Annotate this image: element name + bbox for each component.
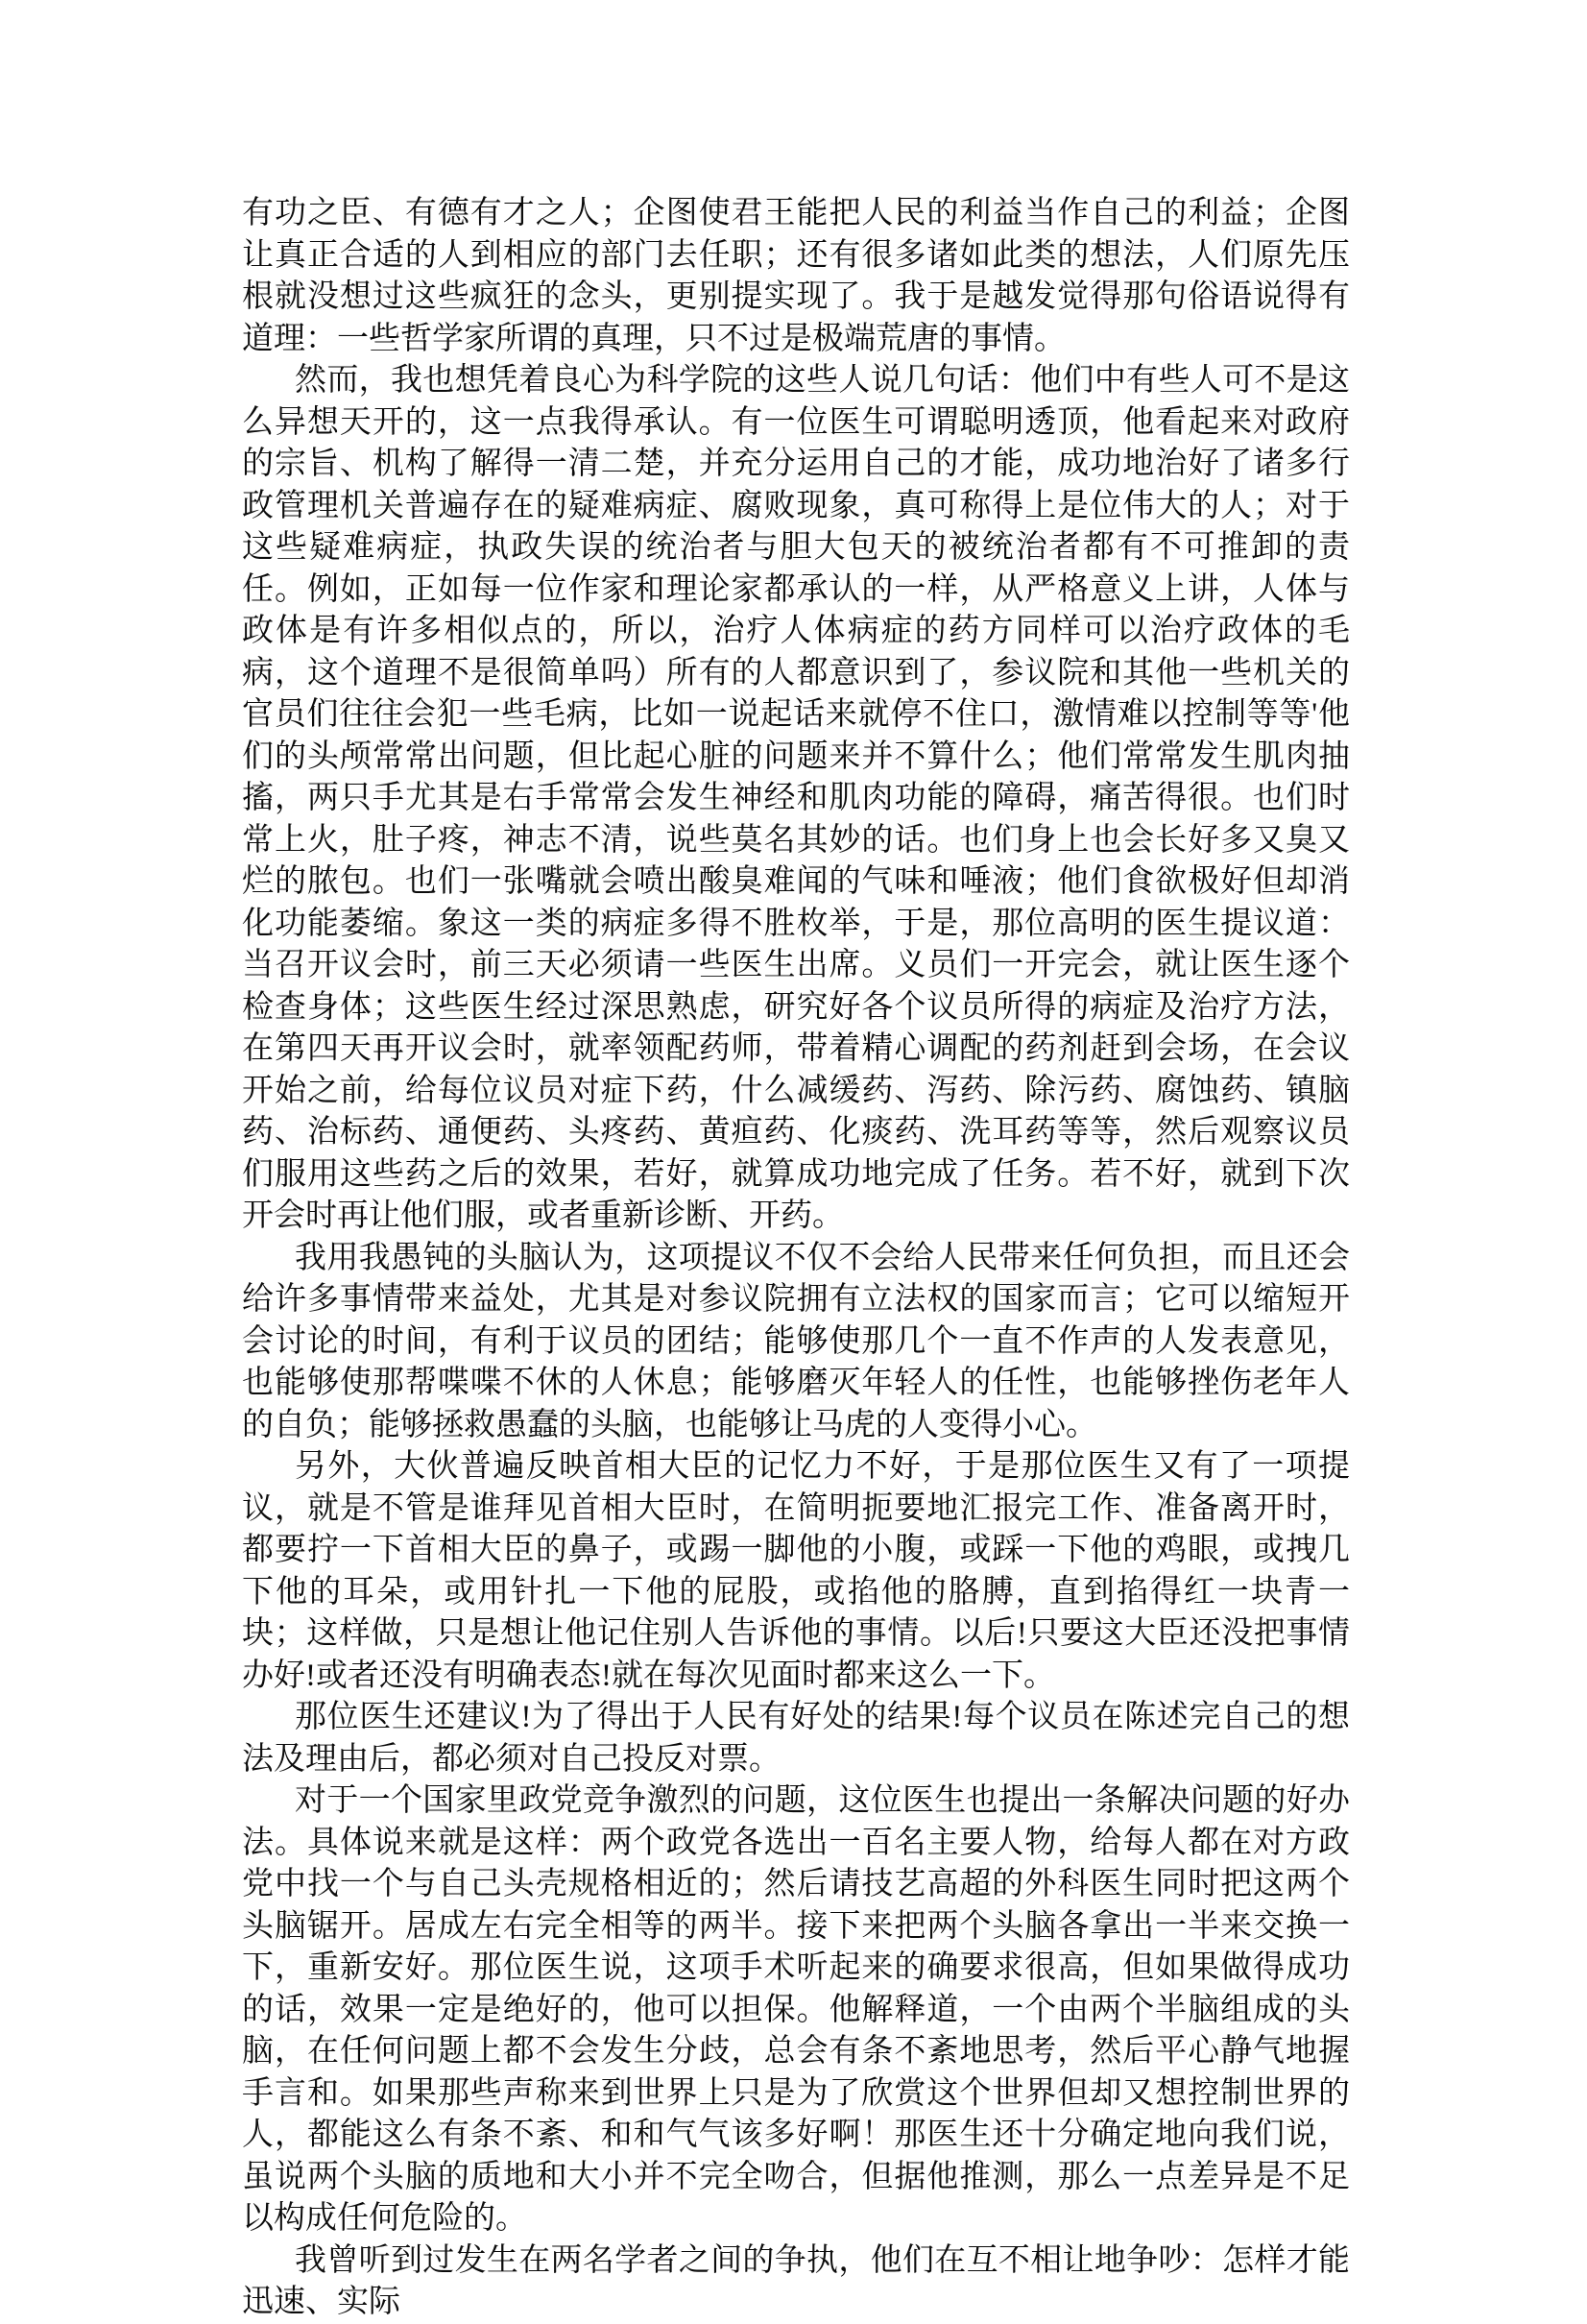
paragraph: 我用我愚钝的头脑认为，这项提议不仅不会给人民带来任何负担，而且还会给许多事情带来益处，尤其是对参议院拥有立法权的国家而言；它可以缩短开会讨论的时间，有利于议员的团结；能够使那几个一直不作声的人发表意见，也能够使那帮喋喋不休的人休息；能够磨灭年轻人的任性，也能够挫伤老年人的自负；能够拯救愚蠢的头脑，也能够让马虎的人变得小心。 [242, 1240, 1350, 1442]
paragraph: 那位医生还建议!为了得出于人民有好处的结果!每个议员在陈述完自己的想法及理由后，都必须对自己投反对票。 [242, 1700, 1350, 1777]
paragraph: 我曾听到过发生在两名学者之间的争执，他们在互不相让地争吵：怎样才能迅速、实际 [242, 2242, 1350, 2319]
paragraph: 有功之臣、有德有才之人；企图使君王能把人民的利益当作自己的利益；企图让真正合适的人到相应的部门去任职；还有很多诸如此类的想法，人们原先压根就没想过这些疯狂的念头，更别提实现了。我于是越发觉得那句俗语说得有道理：一些哲学家所谓的真理，只不过是极端荒唐的事情。 [242, 196, 1350, 356]
paragraph: 对于一个国家里政党竞争激烈的问题，这位医生也提出一条解决问题的好办法。具体说来就是这样：两个政党各选出一百名主要人物，给每人都在对方政党中找一个与自己头壳规格相近的；然后请技艺高超的外科医生同时把这两个头脑锯开。居成左右完全相等的两半。接下来把两个头脑各拿出一半来交换一下，重新安好。那位医生说，这项手术听起来的确要求很高，但如果做得成功的话，效果一定是绝好的，他可以担保。他解释道，一个由两个半脑组成的头脑，在任何问题上都不会发生分歧，总会有条不紊地思考，然后平心静气地握手言和。如果那些声称来到世界上只是为了欣赏这个世界但却又想控制世界的人，都能这么有条不紊、和和气气该多好啊！那医生还十分确定地向我们说，虽说两个头脑的质地和大小并不完全吻合，但据他推测，那么一点差异是不足以构成任何危险的。 [242, 1783, 1350, 2236]
paragraph: 另外，大伙普遍反映首相大臣的记忆力不好，于是那位医生又有了一项提议，就是不管是谁拜见首相大臣时，在简明扼要地汇报完工作、准备离开时，都要拧一下首相大臣的鼻子，或踢一脚他的小腹，或踩一下他的鸡眼，或拽几下他的耳朵，或用针扎一下他的屁股，或掐他的胳膊，直到掐得红一块青一块；这样做，只是想让他记住别人告诉他的事情。以后!只要这大臣还没把事情办好!或者还没有明确表态!就在每次见面时都来这么一下。 [242, 1449, 1350, 1693]
text-column [242, 193, 1350, 2324]
paragraph: 然而，我也想凭着良心为科学院的这些人说几句话：他们中有些人可不是这么异想天开的，这一点我得承认。有一位医生可谓聪明透顶，他看起来对政府的宗旨、机构了解得一清二楚，并充分运用自己的才能，成功地治好了诸多行政管理机关普遍存在的疑难病症、腐败现象，真可称得上是位伟大的人；对于这些疑难病症，执政失误的统治者与胆大包天的被统治者都有不可推卸的责任。例如，正如每一位作家和理论家都承认的一样，从严格意义上讲，人体与政体是有许多相似点的，所以，治疗人体病症的药方同样可以治疗政体的毛病，这个道理不是很简单吗）所有的人都意识到了，参议院和其他一些机关的官员们往往会犯一些毛病，比如一说起话来就停不住口，激情难以控制等等'他们的头颅常常出问题，但比起心脏的问题来并不算什么；他们常常发生肌肉抽搐，两只手尤其是右手常常会发生神经和肌肉功能的障碍，痛苦得很。也们时常上火，肚子疼，神志不清，说些莫名其妙的话。也们身上也会长好多又臭又烂的脓包。也们一张嘴就会喷出酸臭难闻的气味和唾液；他们食欲极好但却消化功能萎缩。象这一类的病症多得不胜枚举，于是，那位高明的医生提议道：当召开议会时，前三天必须请一些医生出席。义员们一开完会，就让医生逐个检查身体；这些医生经过深思熟虑，研究好各个议员所得的病症及治疗方法，在第四天再开议会时，就率领配药师，带着精心调配的药剂赶到会场，在会议开始之前，给每位议员对症下药，什么减缓药、泻药、除污药、腐蚀药、镇脑药、治标药、通便药、头疼药、黄疸药、化痰药、洗耳药等等，然后观察议员们服用这些药之后的效果，若好，就算成功地完成了任务。若不好，就到下次开会时再让他们服，或者重新诊断、开药。 [242, 363, 1350, 1233]
